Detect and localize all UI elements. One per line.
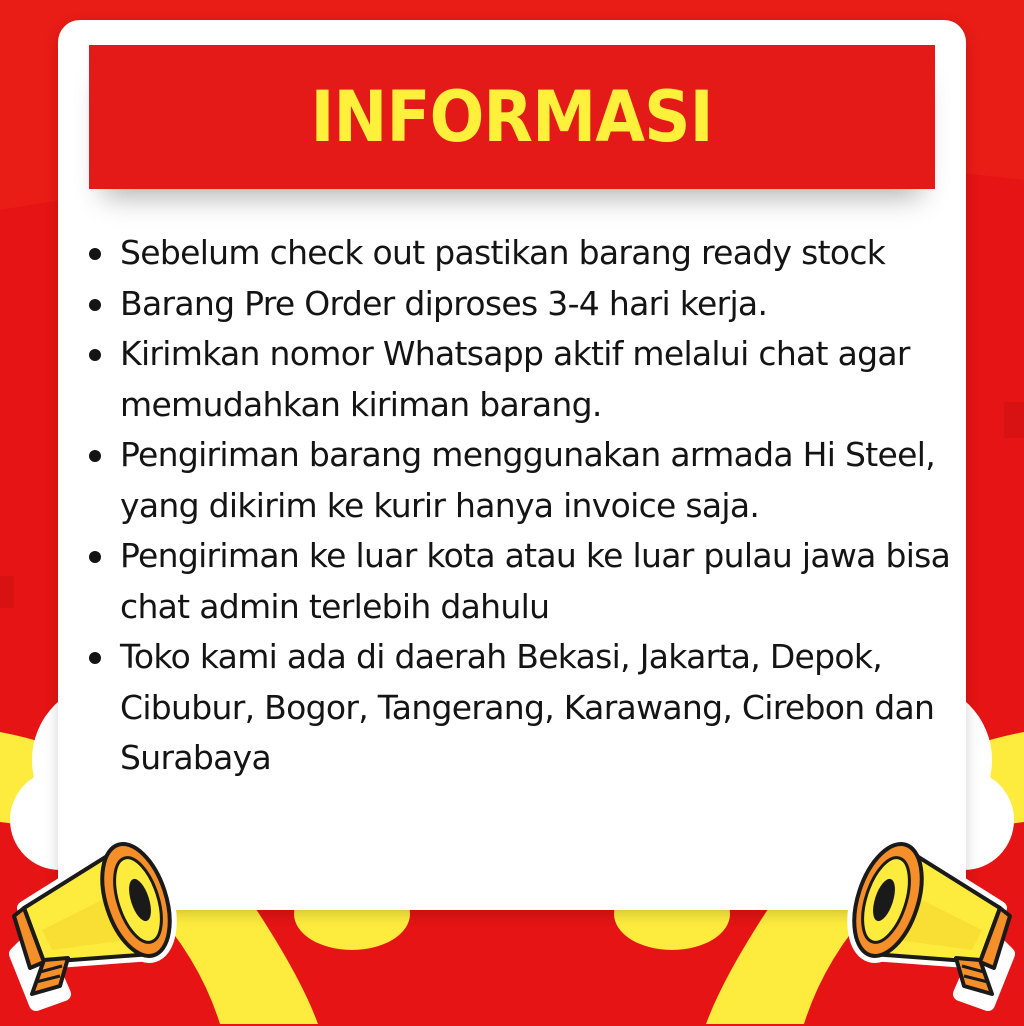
list-item — [82, 430, 962, 531]
info-list — [82, 228, 962, 784]
list-item-text: Sebelum check out pastikan barang ready stock — [120, 233, 886, 272]
list-item-text: Pengiriman barang menggunakan armada Hi Steel, yang dikirim ke kurir hanya invoice saja. — [120, 435, 936, 525]
bullet-icon — [89, 551, 101, 563]
megaphone-icon — [846, 826, 1022, 1022]
list-item — [82, 228, 962, 279]
list-item-text: Kirimkan nomor Whatsapp aktif melalui chat agar memudahkan kiriman barang. — [120, 334, 910, 424]
title-banner — [89, 45, 935, 189]
page-title: INFORMASI — [310, 76, 714, 158]
megaphone-icon — [2, 826, 178, 1022]
list-item — [82, 279, 962, 330]
list-item-text: Toko kami ada di daerah Bekasi, Jakarta, Depok, Cibubur, Bogor, Tangerang, Karawang, Cirebon dan Surabaya — [120, 637, 935, 777]
bullet-icon — [89, 652, 101, 664]
list-item-text: Barang Pre Order diproses 3-4 hari kerja. — [120, 283, 768, 323]
list-item-text: Pengiriman ke luar kota atau ke luar pulau jawa bisa chat admin terlebih dahulu — [120, 536, 951, 626]
bullet-icon — [89, 450, 101, 462]
list-item — [82, 531, 962, 632]
bullet-icon — [89, 248, 101, 260]
list-item — [82, 329, 962, 430]
bullet-icon — [89, 349, 101, 361]
bullet-icon — [89, 299, 101, 311]
list-item — [82, 632, 962, 784]
